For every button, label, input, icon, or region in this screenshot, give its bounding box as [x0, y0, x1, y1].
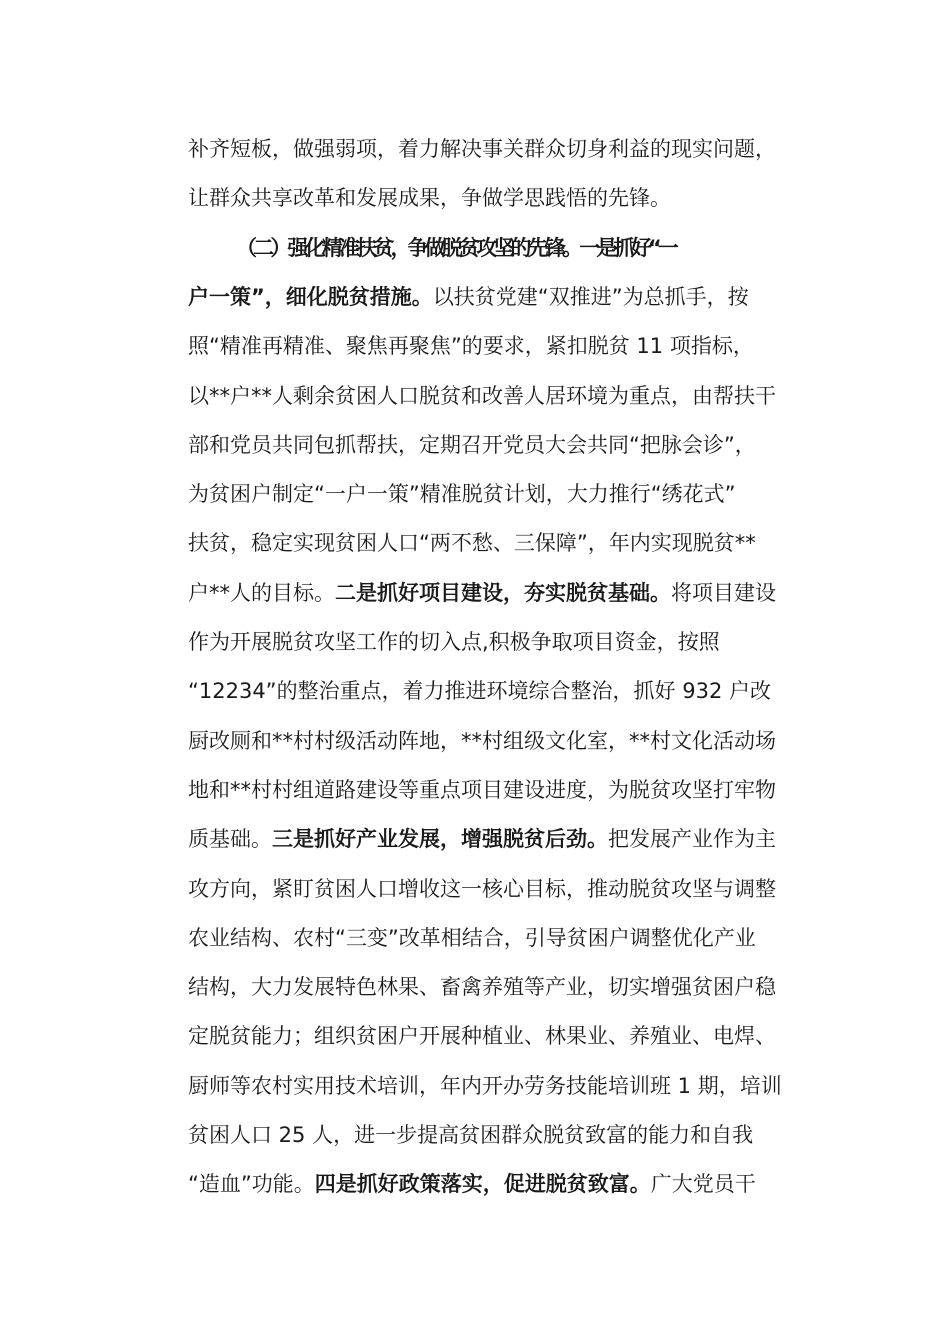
- text-run: 广大党员干: [650, 1172, 756, 1197]
- text-run: 贫困人口 25 人，进一步提高贫困群众脱贫致富的能力和自我: [188, 1123, 754, 1147]
- text-run: 作为开展脱贫攻坚工作的切入点,积极争取项目资金，按照: [188, 630, 720, 654]
- text-run: 扶贫，稳定实现贫困人口“两不愁、三保障”，年内实现脱贫**: [188, 531, 756, 556]
- text-run: 地和**村村组道路建设等重点项目建设进度，为脱贫攻坚打牢物: [188, 777, 776, 802]
- text-line: [188, 772, 818, 808]
- text-line: [188, 821, 818, 857]
- text-run: 定脱贫能力；组织贫困户开展种植业、林果业、养殖业、电焊、: [188, 1024, 776, 1049]
- text-line: [188, 969, 818, 1005]
- text-run: “造血”功能。: [188, 1172, 315, 1197]
- text-line: [188, 427, 818, 463]
- text-run: 将项目建设: [671, 580, 776, 605]
- text-line: [188, 279, 818, 315]
- text-line: [188, 378, 818, 414]
- text-run: 攻方向，紧盯贫困人口增收这一核心目标，推动脱贫攻坚与调整: [188, 876, 776, 901]
- text-line: [188, 1068, 818, 1104]
- text-run: 把发展产业作为主: [608, 827, 776, 852]
- text-run: 厨改厕和**村村级活动阵地，**村组级文化室，**村文化活动场: [188, 728, 776, 753]
- text-line: [188, 673, 818, 709]
- text-run: 厨师等农村实用技术培训，年内开办劳务技能培训班 1 期，培训: [188, 1073, 782, 1098]
- text-run: 以**户**人剩余贫困人口脱贫和改善人居环境为重点，由帮扶干: [188, 383, 776, 408]
- text-line: [188, 624, 818, 660]
- text-line: [188, 476, 818, 512]
- bold-text-run: 二是抓好项目建设，夯实脱贫基础。: [335, 580, 671, 605]
- text-run: 为贫困户制定“一户一策”精准脱贫计划，大力推行“绣花式”: [188, 482, 736, 507]
- text-run: 户**人的目标。: [188, 580, 335, 605]
- text-run: 部和党员共同包抓帮扶，定期召开党员大会共同“把脉会诊”，: [188, 432, 756, 457]
- bold-text-run: 四是抓好政策落实，促进脱贫致富。: [314, 1172, 651, 1197]
- text-run: 结构，大力发展特色林果、畜禽养殖等产业，切实增强贫困户稳: [188, 975, 776, 1000]
- text-line: [188, 1117, 818, 1153]
- text-line: [188, 131, 818, 167]
- text-line: [188, 920, 818, 956]
- text-line: [236, 230, 866, 266]
- text-line: [188, 871, 818, 907]
- text-line: [188, 575, 818, 611]
- bold-text-run: （二）强化精准扶贫，争做脱贫攻坚的先锋。一是抓好“一: [236, 235, 675, 260]
- text-line: [188, 180, 818, 216]
- text-run: “12234”的整治重点，着力推进环境综合整治，抓好 932 户改: [188, 679, 771, 704]
- bold-text-run: 三是抓好产业发展，增强脱贫后劲。: [272, 827, 608, 852]
- text-line: [188, 1166, 818, 1202]
- text-run: 质基础。: [188, 827, 272, 852]
- text-run: 让群众共享改革和发展成果，争做学思践悟的先锋。: [188, 186, 671, 211]
- text-run: 农业结构、农村“三变”改革相结合，引导贫困户调整优化产业: [188, 925, 756, 950]
- text-line: [188, 723, 818, 759]
- text-run: 补齐短板，做强弱项，着力解决事关群众切身利益的现实问题，: [188, 137, 776, 161]
- bold-text-run: 户一策”，细化脱贫措施。: [188, 284, 433, 309]
- text-line: [188, 525, 818, 561]
- text-run: 以扶贫党建“双推进”为总抓手，按: [432, 284, 749, 309]
- text-line: [188, 328, 818, 364]
- text-run: 照“精准再精准、聚焦再聚焦”的要求，紧扣脱贫 11 项指标，: [188, 334, 754, 359]
- text-line: [188, 1018, 818, 1054]
